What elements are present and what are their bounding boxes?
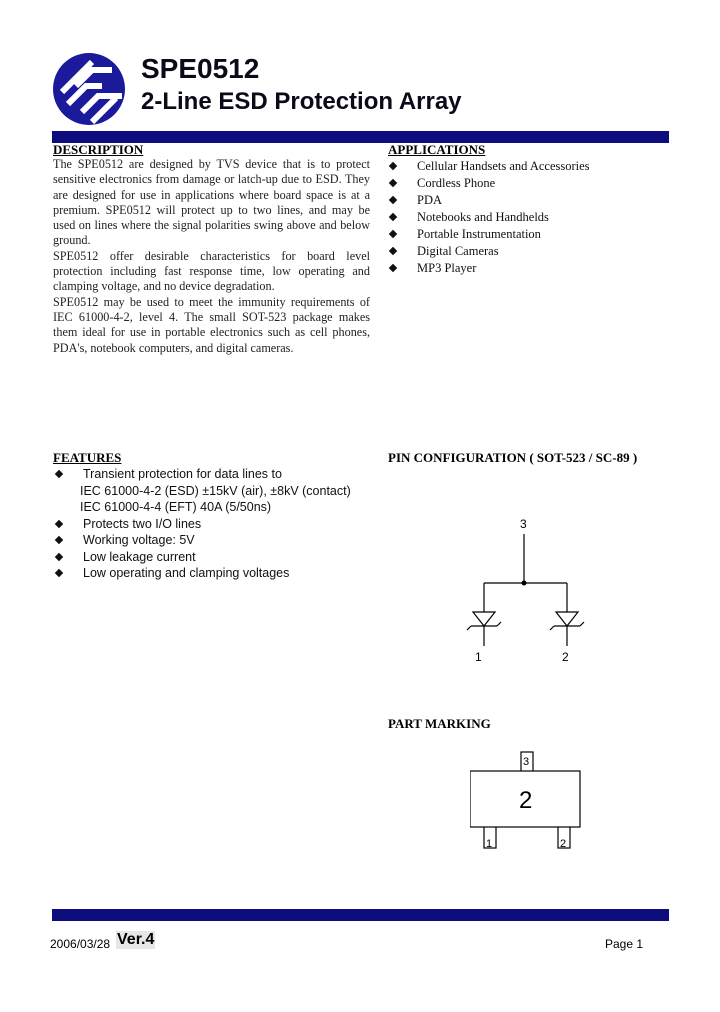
feature-text: Protects two I/O lines xyxy=(83,516,202,531)
list-item-text: Cellular Handsets and Accessories xyxy=(417,159,590,173)
pin2-label: 2 xyxy=(560,838,567,850)
company-logo xyxy=(52,52,126,126)
list-item-text: PDA xyxy=(417,193,443,207)
pin-config-diagram xyxy=(440,510,620,670)
list-item xyxy=(388,243,590,260)
diamond-bullet-icon xyxy=(389,230,397,238)
footer-version: Ver.4 xyxy=(117,931,155,948)
list-item-text: MP3 Player xyxy=(417,261,477,275)
product-title: SPE0512 xyxy=(141,53,260,84)
pin3-label: 3 xyxy=(520,517,527,531)
footer-page-number: Page 1 xyxy=(605,937,644,951)
part-marking-diagram xyxy=(470,745,590,855)
diamond-bullet-icon xyxy=(55,552,63,560)
list-item xyxy=(53,549,351,566)
footer-divider xyxy=(52,909,669,921)
diamond-bullet-icon xyxy=(389,196,397,204)
list-item xyxy=(53,466,351,516)
list-item xyxy=(388,192,590,209)
diode-right-icon xyxy=(556,612,578,626)
diamond-bullet-icon xyxy=(55,569,63,577)
diode-left-icon xyxy=(473,612,495,626)
list-item xyxy=(388,158,590,175)
pin3-label: 3 xyxy=(523,756,530,768)
junction-dot xyxy=(522,581,527,586)
description-paragraph: SPE0512 offer desirable characteristics for board level protection including fast response time, low operating and clamping voltage, and no device degradation. xyxy=(53,248,370,294)
applications-heading: APPLICATIONS xyxy=(388,142,486,157)
feature-text: IEC 61000-4-2 (ESD) ±15kV (air), ±8kV (contact) xyxy=(80,483,351,498)
list-item xyxy=(388,226,590,243)
description-paragraph: The SPE0512 are designed by TVS device that is to protect sensitive electronics from damage or latch-up due to ESD. They are designed for use in applications where board space is at a premium. SPE0512 will protect up to two lines, and may be used on lines where the signal polarities swing above and below ground. xyxy=(53,157,370,248)
pin1-label: 1 xyxy=(475,650,482,664)
pin2-label: 2 xyxy=(562,650,569,664)
list-item xyxy=(53,532,351,549)
list-item xyxy=(388,209,590,226)
product-subtitle: 2-Line ESD Protection Array xyxy=(141,88,462,115)
list-item xyxy=(53,516,351,533)
feature-text: IEC 61000-4-4 (EFT) 40A (5/50ns) xyxy=(80,500,272,514)
diamond-bullet-icon xyxy=(55,519,63,527)
footer-date: 2006/03/28 xyxy=(50,937,111,951)
list-item xyxy=(388,260,590,277)
list-item-text: Portable Instrumentation xyxy=(417,227,541,241)
applications-list xyxy=(388,158,590,277)
list-item-text: Digital Cameras xyxy=(417,244,499,258)
diamond-bullet-icon xyxy=(389,264,397,272)
feature-text: Working voltage: 5V xyxy=(83,533,195,547)
diamond-bullet-icon xyxy=(389,247,397,255)
marking-code: 2 xyxy=(519,787,533,814)
list-item-text: Notebooks and Handhelds xyxy=(417,210,549,224)
features-list xyxy=(53,466,351,582)
list-item xyxy=(53,565,351,582)
features-heading: FEATURES xyxy=(53,450,122,465)
list-item-text: Cordless Phone xyxy=(417,176,496,190)
feature-text: Low leakage current xyxy=(83,549,196,564)
diamond-bullet-icon xyxy=(55,536,63,544)
list-item xyxy=(388,175,590,192)
description-text xyxy=(53,157,370,356)
description-paragraph: SPE0512 may be used to meet the immunity requirements of IEC 61000-4-2, level 4. The small SOT-523 package makes them ideal for use in portable electronics such as cell phones, PDA's, notebook computers, and digital cameras. xyxy=(53,294,370,355)
diamond-bullet-icon xyxy=(389,162,397,170)
part-marking-heading: PART MARKING xyxy=(388,716,491,731)
pin-config-heading: PIN CONFIGURATION ( SOT-523 / SC-89 ) xyxy=(388,450,638,465)
diamond-bullet-icon xyxy=(389,179,397,187)
feature-text: Transient protection for data lines to xyxy=(83,467,282,481)
diamond-bullet-icon xyxy=(55,470,63,478)
feature-text: Low operating and clamping voltages xyxy=(83,566,290,580)
diamond-bullet-icon xyxy=(389,213,397,221)
description-heading: DESCRIPTION xyxy=(53,142,144,157)
header-divider xyxy=(52,131,669,143)
pin1-label: 1 xyxy=(486,838,493,850)
